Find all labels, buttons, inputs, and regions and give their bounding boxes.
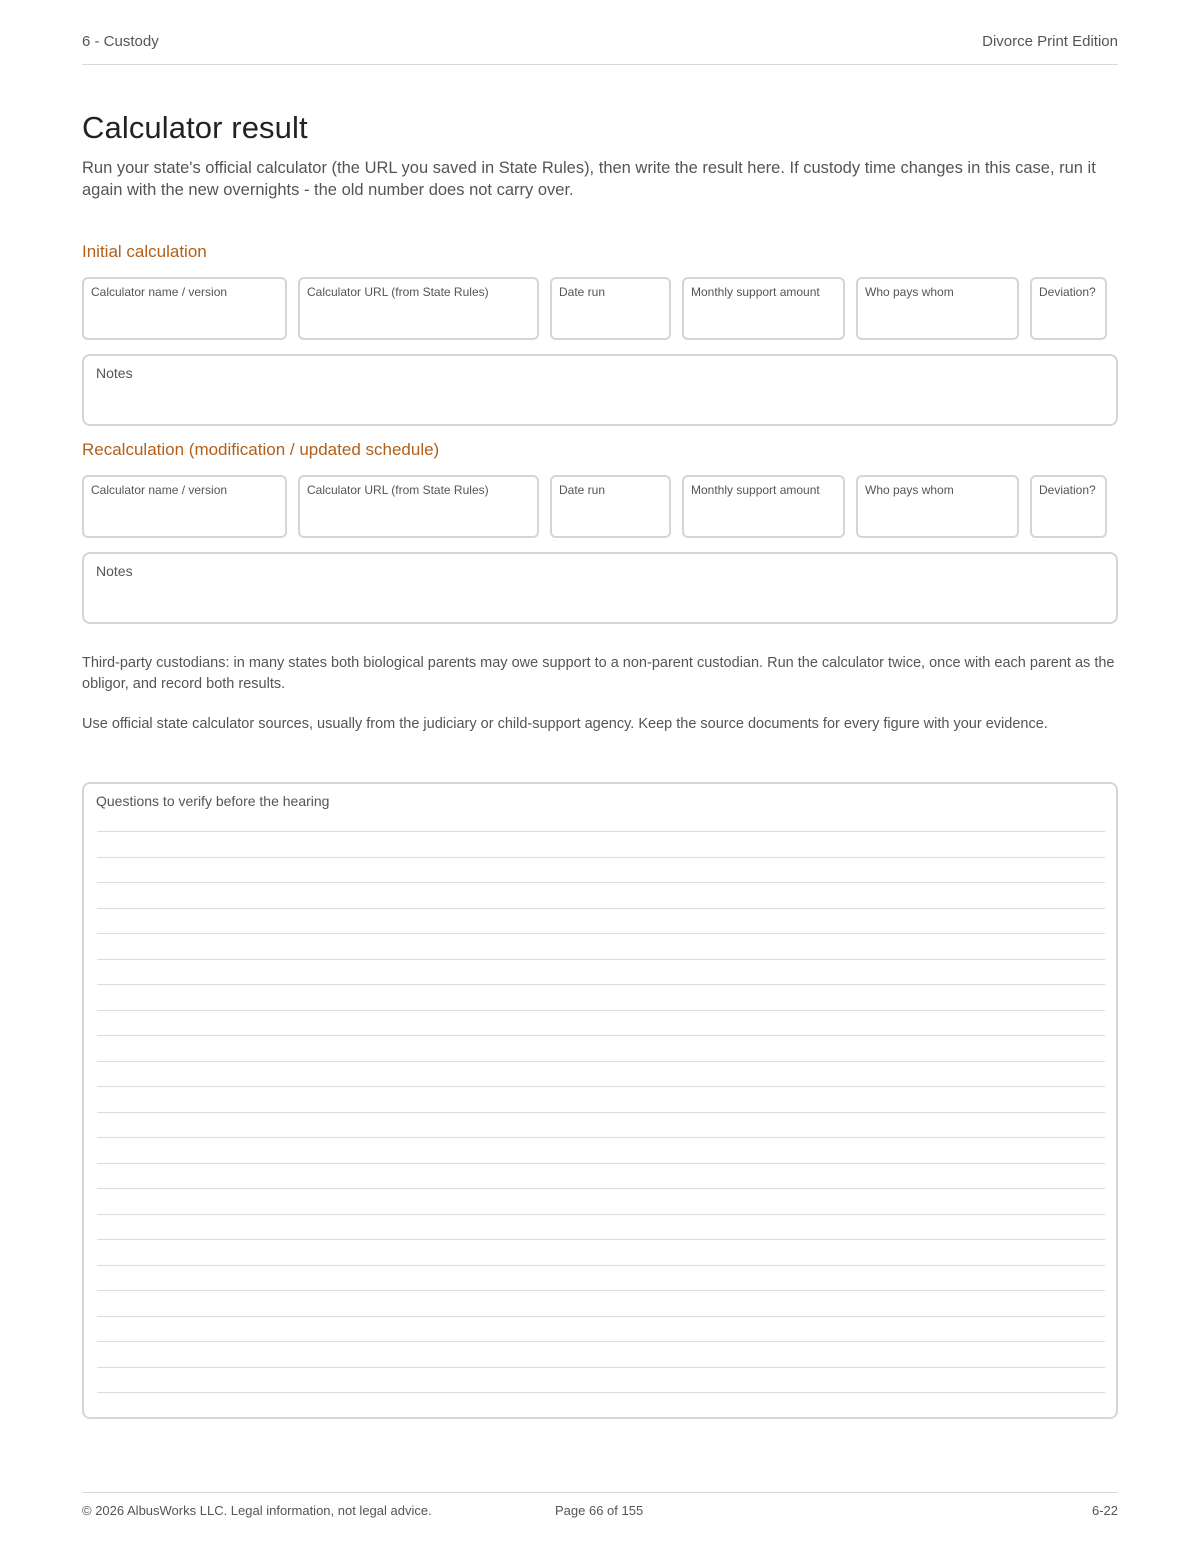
writing-line [97, 908, 1105, 909]
writing-line [97, 1341, 1105, 1342]
writing-line [97, 1188, 1105, 1189]
notes-label: Notes [96, 563, 133, 579]
initial-calculator-name-field[interactable] [82, 277, 287, 340]
writing-line [97, 1061, 1105, 1062]
writing-line [97, 1265, 1105, 1266]
recalc-notes-field[interactable] [82, 552, 1118, 624]
writing-line [97, 959, 1105, 960]
writing-line [97, 1035, 1105, 1036]
recalc-monthly-support-field[interactable] [682, 475, 845, 538]
page-number: Page 66 of 155 [555, 1503, 644, 1518]
page-header [82, 33, 1118, 65]
writing-line [97, 1137, 1105, 1138]
field-label: Monthly support amount [691, 285, 820, 299]
recalc-deviation-field[interactable] [1030, 475, 1107, 538]
writing-line [97, 857, 1105, 858]
writing-line [97, 882, 1105, 883]
initial-monthly-support-field[interactable] [682, 277, 845, 340]
recalculation-heading: Recalculation (modification / updated schedule) [82, 440, 440, 459]
page-title: Calculator result [82, 110, 308, 145]
writing-line [97, 933, 1105, 934]
recalc-who-pays-field[interactable] [856, 475, 1019, 538]
field-label: Calculator URL (from State Rules) [307, 285, 489, 299]
field-label: Who pays whom [865, 483, 954, 497]
notes-label: Notes [96, 365, 133, 381]
recalc-date-run-field[interactable] [550, 475, 671, 538]
page-footer [82, 1492, 1118, 1532]
recalc-calculator-name-field[interactable] [82, 475, 287, 538]
field-label: Calculator name / version [91, 285, 228, 299]
writing-line [97, 1367, 1105, 1368]
field-label: Monthly support amount [691, 483, 820, 497]
writing-line [97, 1112, 1105, 1113]
writing-line [97, 1086, 1105, 1087]
initial-date-run-field[interactable] [550, 277, 671, 340]
initial-calculator-url-field[interactable] [298, 277, 539, 340]
intro-text: Run your state's official calculator (the URL you saved in State Rules), then write the result here. If custody time changes in this case, run it again with the new overnights - the old number does not carry over. [82, 159, 1096, 199]
questions-label: Questions to verify before the hearing [96, 793, 330, 809]
writing-line [97, 1316, 1105, 1317]
copyright-text: © 2026 AlbusWorks LLC. Legal information, not legal advice. [82, 1503, 432, 1518]
edition-label: Divorce Print Edition [982, 33, 1118, 50]
initial-calculation-heading: Initial calculation [82, 242, 207, 261]
field-label: Calculator name / version [91, 483, 228, 497]
field-label: Deviation? [1039, 285, 1096, 299]
field-label: Who pays whom [865, 285, 954, 299]
writing-line [97, 1239, 1105, 1240]
sources-note: Use official state calculator sources, usually from the judiciary or child-support agency. Keep the source documents for every figure with your evidence. [82, 716, 1048, 732]
chapter-label: 6 - Custody [82, 33, 159, 50]
writing-line [97, 1163, 1105, 1164]
field-label: Date run [559, 483, 606, 497]
field-label: Date run [559, 285, 606, 299]
recalc-calculator-url-field[interactable] [298, 475, 539, 538]
third-party-note: Third-party custodians: in many states both biological parents may owe support to a non-parent custodian. Run the calculator twice, once with each parent as the obligor, and record both results. [82, 655, 1115, 692]
writing-line [97, 831, 1105, 832]
writing-line [97, 984, 1105, 985]
questions-box[interactable] [82, 782, 1118, 1419]
initial-notes-field[interactable] [82, 354, 1118, 426]
initial-deviation-field[interactable] [1030, 277, 1107, 340]
initial-who-pays-field[interactable] [856, 277, 1019, 340]
field-label: Deviation? [1039, 483, 1096, 497]
field-label: Calculator URL (from State Rules) [307, 483, 489, 497]
writing-line [97, 1392, 1105, 1393]
section-page-number: 6-22 [1091, 1503, 1118, 1518]
writing-line [97, 1290, 1105, 1291]
writing-line [97, 1214, 1105, 1215]
writing-line [97, 1010, 1105, 1011]
